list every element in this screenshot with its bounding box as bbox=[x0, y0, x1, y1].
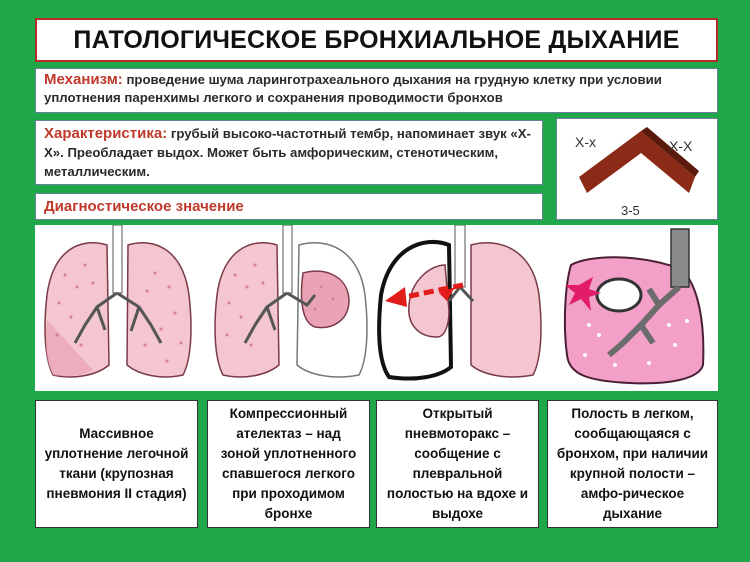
caption-pneumonia bbox=[35, 400, 198, 528]
caption-pneumothorax bbox=[376, 400, 539, 528]
sound-chevron-graphic bbox=[557, 119, 717, 219]
page-title-text: ПАТОЛОГИЧЕСКОЕ БРОНХИАЛЬНОЕ ДЫХАНИЕ bbox=[73, 25, 680, 54]
sound-ratio-label: 3-5 bbox=[621, 203, 640, 218]
diagnostic-box bbox=[35, 193, 543, 220]
caption-cavity bbox=[547, 400, 718, 528]
mechanism-box bbox=[35, 68, 718, 113]
illustration-atelectasis bbox=[203, 225, 371, 391]
sound-diagram bbox=[556, 118, 718, 220]
caption-pneumothorax-text: Открытый пневмоторакс – сообщение с плевральной полостью на вдохе и выдохе bbox=[386, 406, 529, 521]
caption-cavity-text: Полость в легком, сообщающаяся с бронхом, при наличии крупной полости – амфо-рическое дыхание bbox=[556, 406, 709, 521]
cavity bbox=[597, 279, 641, 311]
trachea bbox=[283, 225, 292, 293]
illustration-pneumothorax bbox=[375, 225, 545, 391]
illustration-cavity bbox=[549, 225, 718, 391]
illustration-pneumonia bbox=[35, 225, 200, 391]
atelectasis-lungs-graphic bbox=[203, 225, 371, 391]
trachea bbox=[671, 229, 689, 287]
mechanism-text: проведение шума ларинготрахеального дыхания на грудную клетку при условии уплотнения паренхимы легкого и сохранения проводимости бронхов bbox=[44, 72, 662, 105]
characteristic-label: Характеристика: bbox=[44, 125, 168, 142]
caption-atelectasis bbox=[207, 400, 370, 528]
characteristic-box bbox=[35, 120, 543, 185]
diagnostic-label: Диагностическое значение bbox=[44, 198, 244, 215]
trachea bbox=[455, 225, 465, 287]
page-title bbox=[35, 18, 718, 62]
characteristic-text: грубый высоко-частотный тембр, напоминает звук «Х-Х». Преобладает выдох. Может быть амфорическим, стенотическим, металлическим. bbox=[44, 126, 531, 179]
caption-atelectasis-text: Компрессионный ателектаз – над зоной уплотненного спавшегося легкого при проходимом бронхе bbox=[220, 406, 357, 521]
illustrations-panel bbox=[35, 225, 718, 391]
pneumonia-lungs-graphic bbox=[35, 225, 200, 391]
sound-left-label: Х-х bbox=[575, 134, 596, 150]
pneumothorax-lungs-graphic bbox=[375, 225, 545, 391]
caption-pneumonia-text: Массивное уплотнение легочной ткани (крупозная пневмония II стадия) bbox=[44, 426, 189, 501]
cavity-lung-graphic bbox=[549, 225, 718, 391]
trachea bbox=[113, 225, 122, 293]
mechanism-label: Механизм: bbox=[44, 71, 123, 88]
sound-right-label: Х-Х bbox=[669, 138, 693, 154]
